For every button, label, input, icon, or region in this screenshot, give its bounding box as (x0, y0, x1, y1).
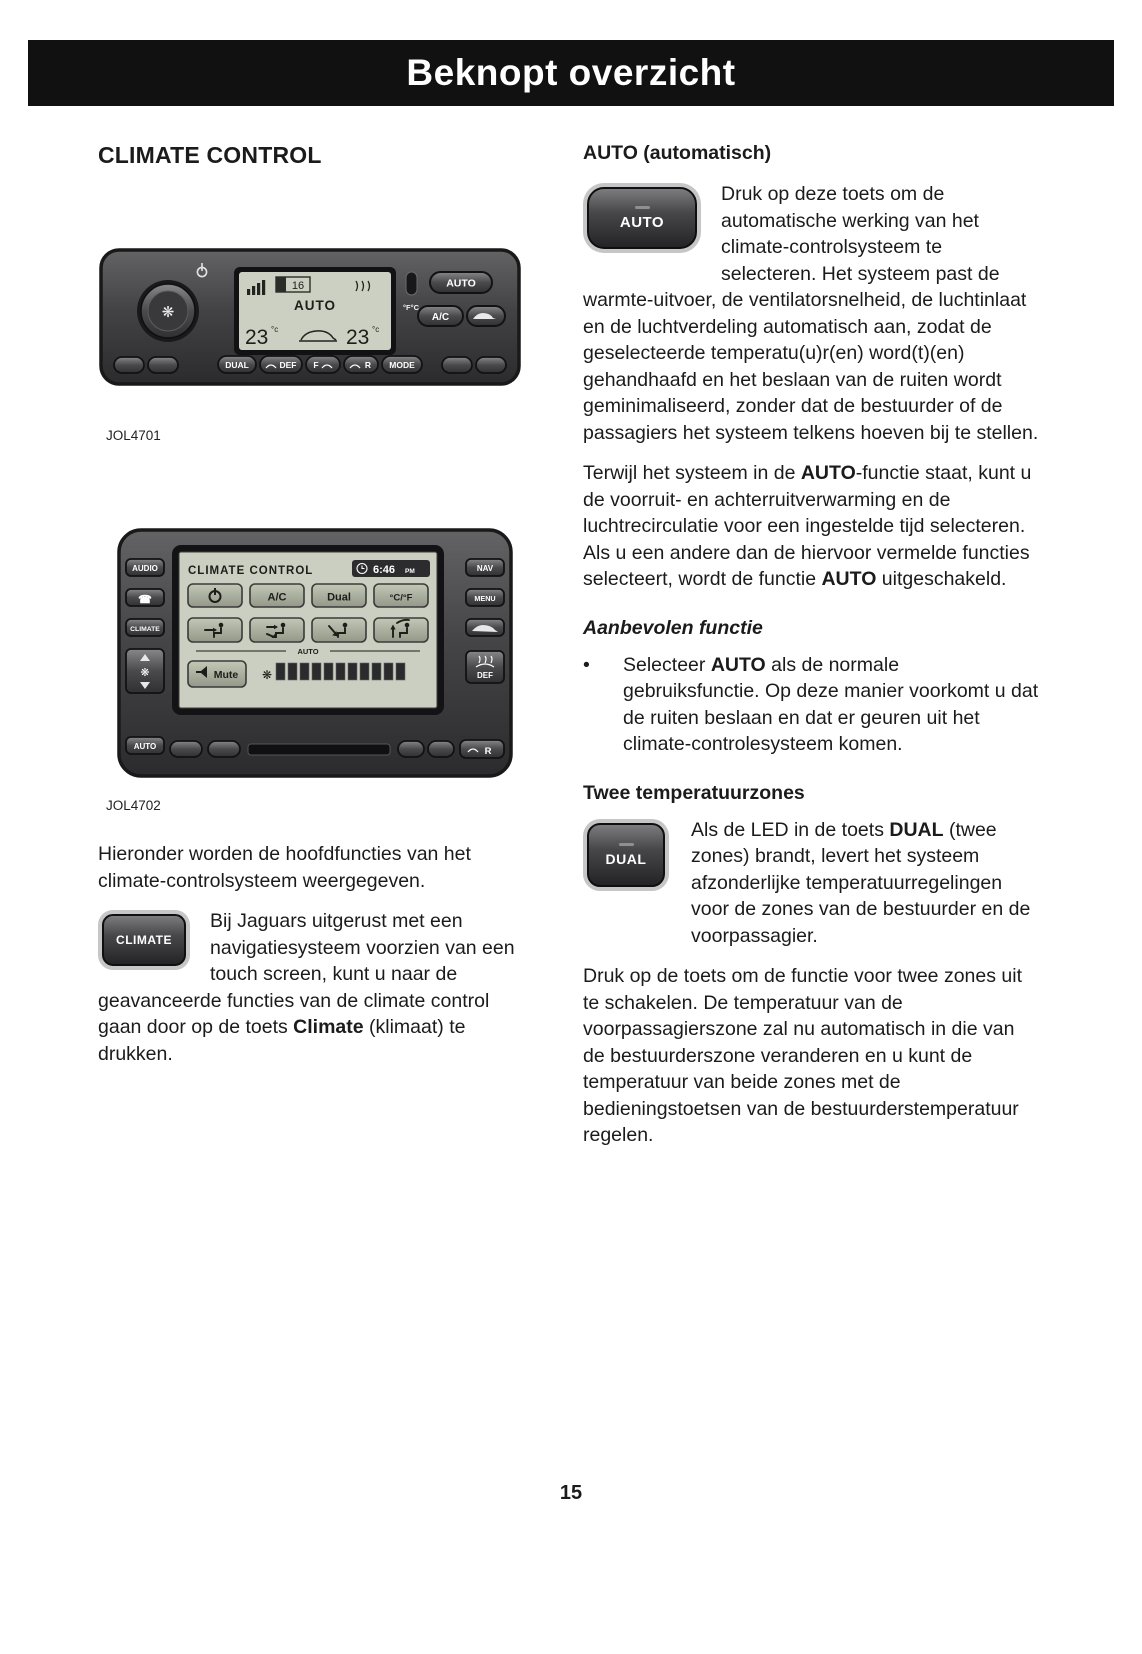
rocker-button-left-1 (114, 357, 144, 373)
dual-touch-button (312, 584, 366, 607)
bullet-item (583, 652, 1041, 758)
svg-text:AUTO: AUTO (297, 647, 319, 656)
dual-key-label: DUAL (605, 850, 647, 867)
defrost-button (260, 356, 302, 373)
svg-text:6:46: 6:46 (373, 564, 396, 576)
svg-text:MENU: MENU (474, 594, 496, 603)
intro-paragraph: Hieronder worden de hoofdfuncties van het climate-controlsysteem weergegeven. (98, 843, 471, 892)
svg-text:AUDIO: AUDIO (132, 564, 158, 573)
svg-text:°C/°F: °C/°F (389, 592, 413, 604)
rocker-button-right-1 (442, 357, 472, 373)
rocker-button-right-2 (476, 357, 506, 373)
svg-text:CLIMATE: CLIMATE (130, 626, 160, 633)
svg-text:AUTO: AUTO (133, 742, 157, 751)
svg-text:Mute: Mute (213, 669, 239, 681)
dual-button-block (583, 817, 1041, 950)
recommended-heading: Aanbevolen functie (583, 616, 763, 639)
svg-text:A/C: A/C (431, 312, 450, 323)
mute-touch-button (188, 661, 246, 687)
nav-button (466, 559, 504, 576)
page-header (28, 40, 1114, 106)
fan-speed-control (126, 649, 164, 693)
section-title: CLIMATE CONTROL (98, 142, 322, 168)
right-column (583, 142, 1041, 1149)
svg-text:R: R (364, 360, 372, 370)
seek-button-left-2 (208, 741, 240, 757)
fan-icon: ❋ (161, 304, 175, 321)
svg-text:R: R (484, 746, 492, 757)
svg-text:DEF: DEF (279, 360, 297, 370)
lcd-deg-right: °c (372, 325, 380, 334)
led-indicator (635, 206, 650, 209)
seek-button-right-1 (398, 741, 424, 757)
climate-button-block (98, 908, 535, 1067)
figure-caption: JOL4702 (106, 798, 161, 813)
auto-key-label: AUTO (619, 213, 665, 231)
climate-key-image (102, 914, 186, 966)
dual-paragraph: Als de LED in de toets DUAL (twee zones) brandt, levert het systeem afzonderlijke temperatuurregelingen voor de zones van de bestuurder en de voorpassagier. (691, 818, 1031, 947)
touch-screen (172, 545, 444, 715)
bullet-text: Selecteer AUTO als de normale gebruiksfunctie. Op deze manier voorkomt u dat de ruiten beslaan en dat er geuren uit het climate-controlesysteem komen. (623, 653, 1039, 755)
climate-key-label: CLIMATE (116, 933, 172, 947)
front-screen-button (306, 356, 340, 373)
lcd-deg-left: °c (271, 325, 279, 334)
left-column (98, 142, 535, 1067)
page-title: Beknopt overzicht (406, 52, 736, 93)
rocker-button-left-2 (148, 357, 178, 373)
rear-screen-button (344, 356, 378, 373)
dual-key-image (587, 823, 665, 887)
climate-button (126, 619, 164, 636)
led-indicator (619, 843, 634, 846)
auto-button-left (126, 737, 164, 754)
svg-text:MODE: MODE (389, 360, 415, 370)
ac-button (418, 306, 463, 326)
figure-caption: JOL4701 (106, 428, 161, 443)
fan-icon: ❋ (262, 668, 273, 682)
lcd-value: 16 (291, 280, 305, 292)
screen-title: CLIMATE CONTROL (188, 565, 314, 577)
vehicle-button (466, 619, 504, 636)
menu-button (466, 589, 504, 606)
power-touch-button (188, 584, 242, 607)
vent-floor-icon (312, 618, 366, 642)
svg-text:DEF: DEF (477, 671, 493, 680)
figure-touchscreen-climate-panel (116, 527, 535, 784)
svg-text:NAV: NAV (476, 564, 494, 573)
vent-face-icon (188, 618, 242, 642)
zones-heading: Twee temperatuurzones (583, 781, 805, 804)
seek-button-left-1 (170, 741, 202, 757)
figure-basic-climate-panel (98, 247, 535, 392)
svg-text:DUAL: DUAL (225, 360, 249, 370)
lcd-auto-label: AUTO (293, 298, 337, 313)
climate-paragraph: Bij Jaguars uitgerust met een navigatiesysteem voorzien van een touch screen, kunt u naar de geavanceerde functies van de climate control gaan door op de toets Climate (klimaat) te drukken. (98, 910, 515, 1065)
dual-button (218, 356, 256, 373)
rear-screen-button (460, 740, 504, 758)
mode-button (382, 356, 422, 373)
lcd-temp-right: 23 (346, 326, 370, 349)
vent-defrost-floor-icon (374, 618, 428, 642)
seek-button-right-2 (428, 741, 454, 757)
vent-bilevel-icon (250, 618, 304, 642)
bottom-button-row (114, 356, 506, 373)
bullet-marker: • (583, 653, 590, 676)
auto-function-paragraph: Terwijl het systeem in de AUTO-functie staat, kunt u de voorruit- en achterruitverwarming en de luchtrecirculatie voor een ingestelde tijd selecteren. Als u een andere dan de hiervoor vermelde functies selecteert, wordt de functie AUTO uitgeschakeld. (583, 462, 1032, 590)
temp-scale-touch-button (374, 584, 428, 607)
audio-button (126, 559, 164, 576)
phone-icon: ☎ (138, 594, 152, 606)
temperature-knob (137, 280, 199, 342)
fan-icon: ❋ (140, 667, 150, 679)
phone-button (126, 589, 164, 606)
auto-key-image (587, 187, 697, 249)
temp-scale-toggle (406, 272, 417, 295)
clock-display (352, 560, 430, 577)
svg-text:A/C: A/C (267, 591, 287, 604)
auto-button-block (583, 181, 1041, 446)
svg-text:Dual: Dual (327, 591, 351, 604)
auto-button (430, 272, 492, 293)
defrost-button-right (466, 651, 504, 683)
svg-text:AUTO: AUTO (446, 277, 476, 290)
svg-text:PM: PM (405, 568, 415, 575)
page-number: 15 (559, 1482, 583, 1504)
dual-off-paragraph: Druk op de toets om de functie voor twee zones uit te schakelen. De temperatuur van de voorpassagierszone zal nu automatisch in die van de bestuurderszone veranderen en u kunt de temperatuur van beide zones met de bedieningstoetsen van de bestuurderstemperatuur regelen. (583, 965, 1022, 1146)
cd-slot (248, 744, 390, 755)
auto-paragraph: Druk op deze toets om de automatische werking van het climate-controlsysteem te selecteren. Het systeem past de warmte-uitvoer, de ventilatorsnelheid, de luchtinlaat en de luchtverdeling automatisch aan, zodat de geselecteerde temperatu(u)r(en) word(t)(en) gehandhaafd en het beslaan van de ruiten wordt geminimaliseerd, zonder dat de bestuurder of de passagiers het systeem telkens hoeven bij te stellen. (583, 183, 1039, 444)
lcd-temp-left: 23 (245, 326, 269, 349)
temp-scale-label: °F°C (403, 303, 419, 312)
auto-heading: AUTO (automatisch) (583, 142, 772, 164)
ac-touch-button (250, 584, 304, 607)
lcd-display (234, 267, 396, 355)
recirculation-button (467, 306, 505, 326)
svg-text:F: F (313, 360, 319, 370)
